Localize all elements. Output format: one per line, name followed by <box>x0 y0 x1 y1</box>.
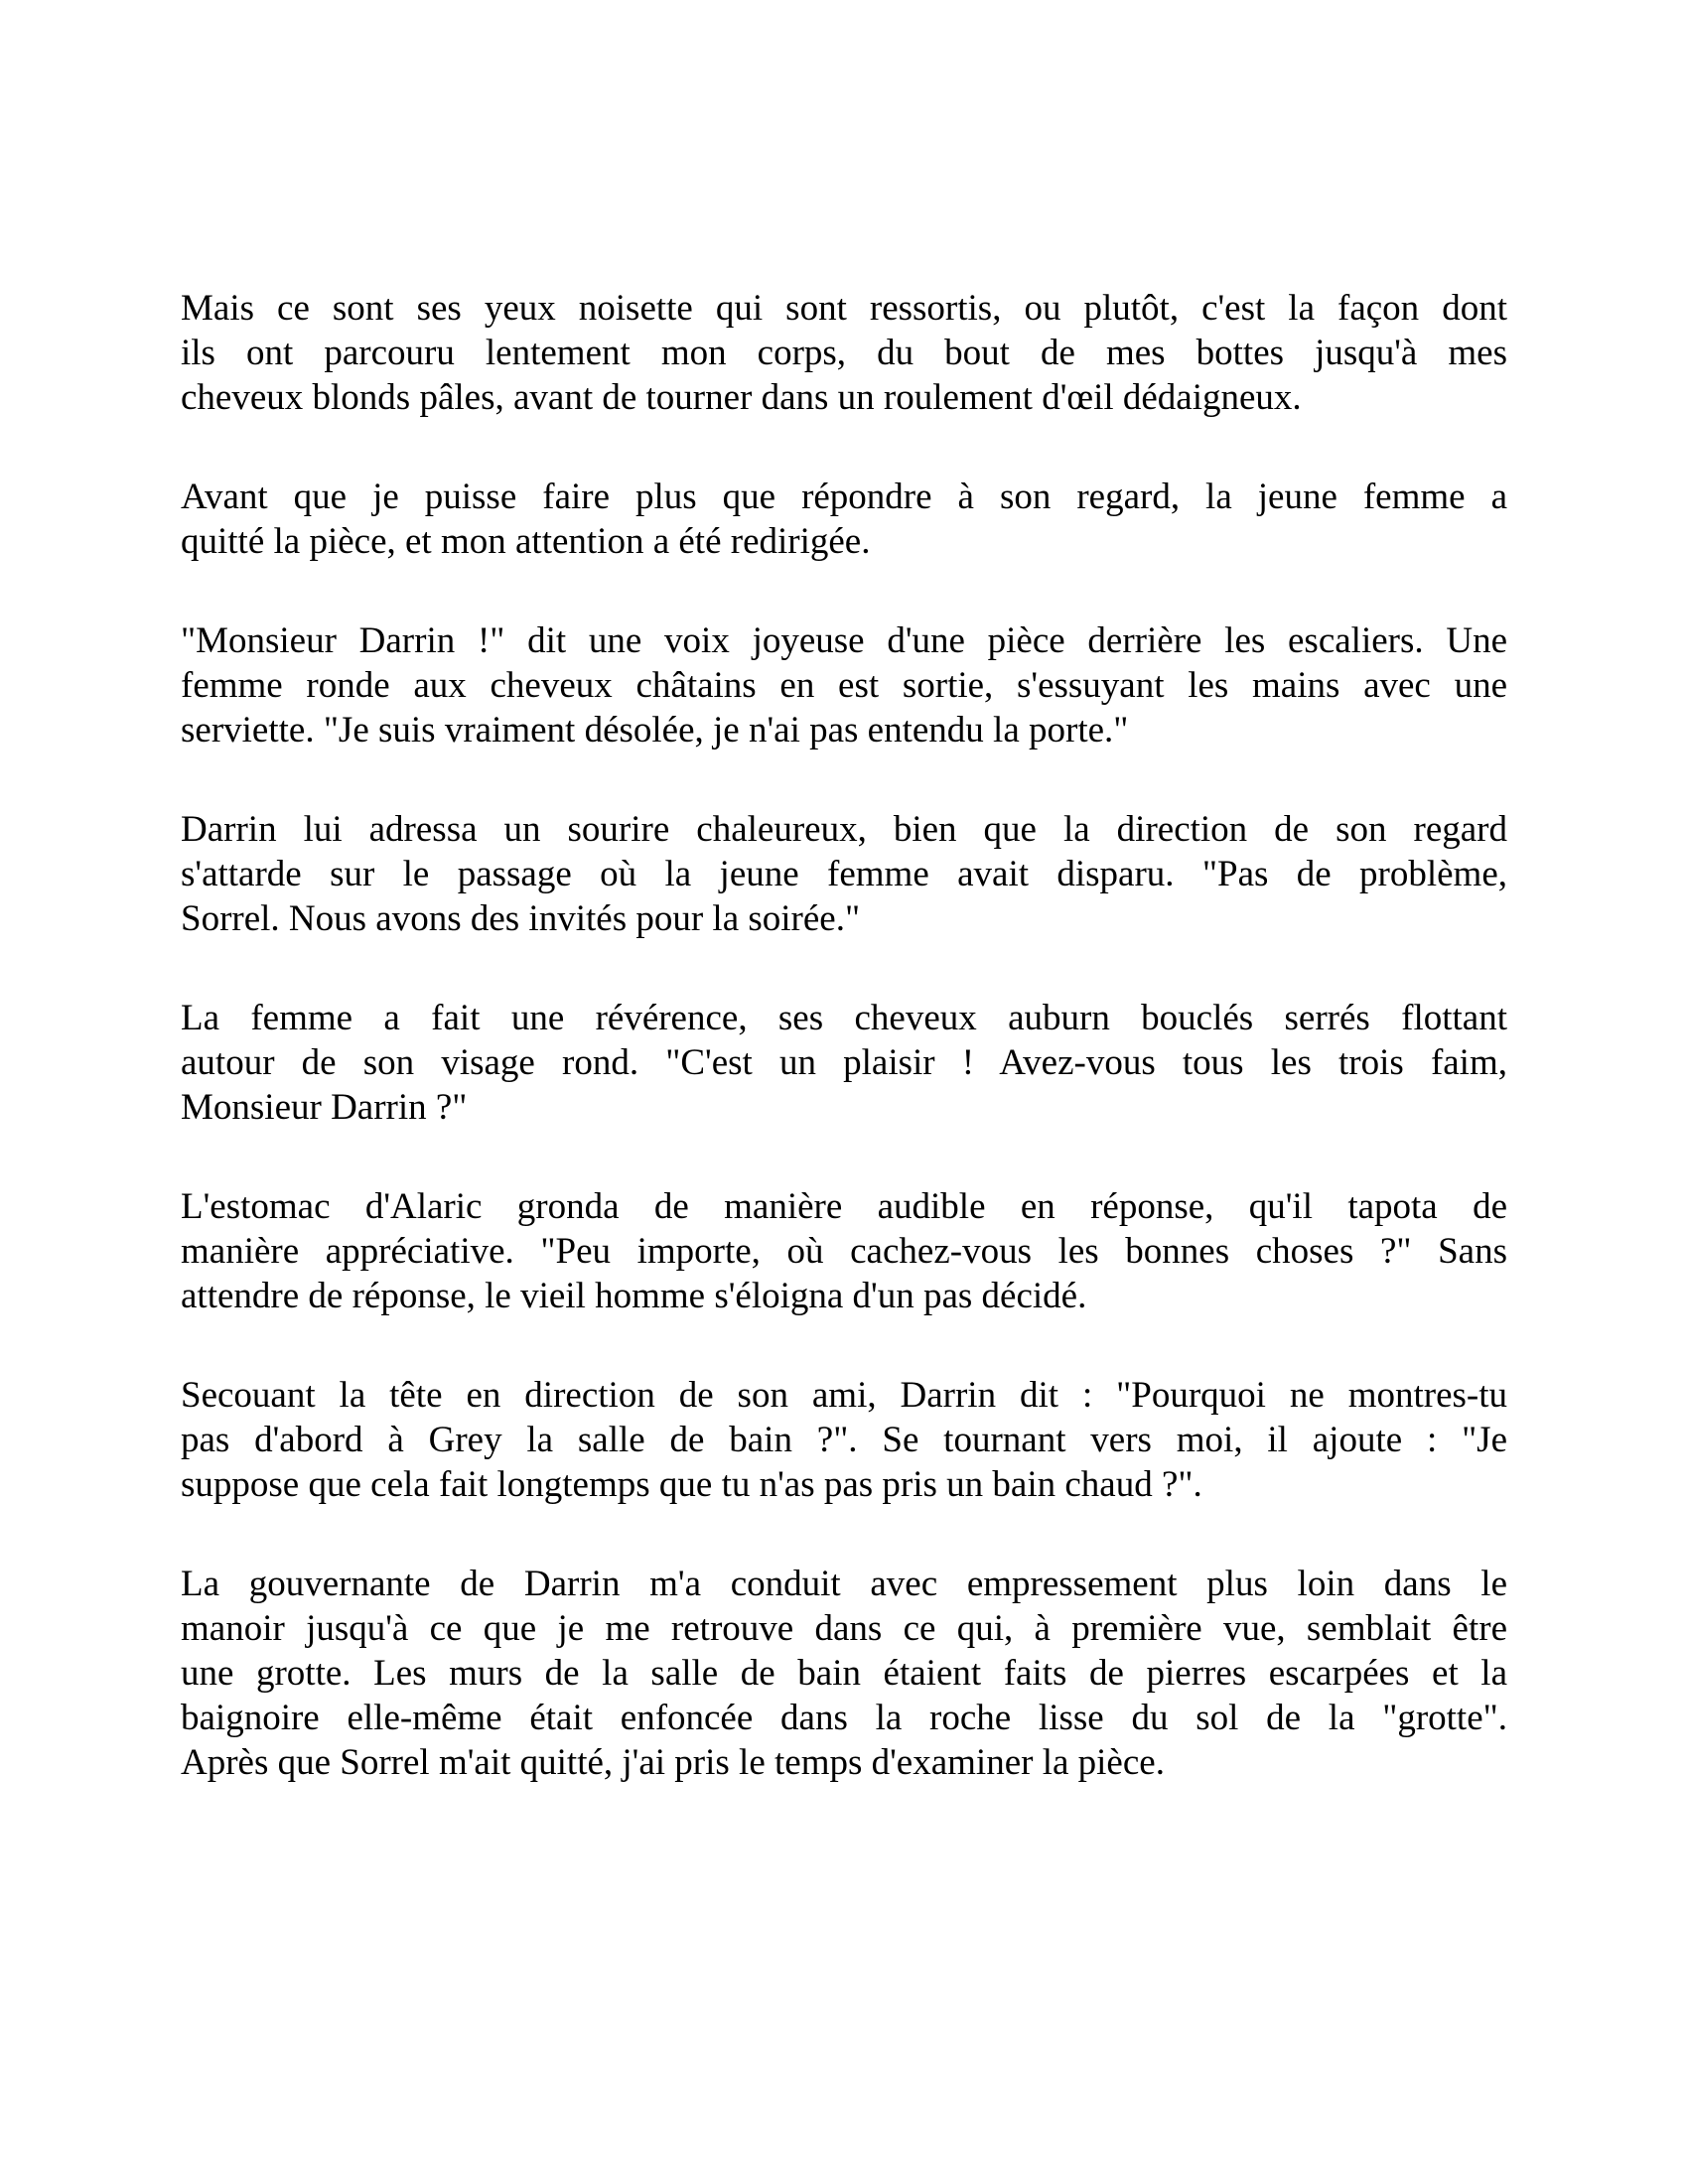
paragraph <box>181 475 1507 564</box>
text-line: pas d'abord à Grey la salle de bain ?". Se tournant vers moi, il ajoute : "Je <box>181 1420 1507 1460</box>
text-line: ils ont parcouru lentement mon corps, du bout de mes bottes jusqu'à mes <box>181 333 1507 373</box>
text-line: La gouvernante de Darrin m'a conduit avec empressement plus loin dans le <box>181 1564 1507 1604</box>
text-line: Monsieur Darrin ?" <box>181 1087 468 1128</box>
text-line: Avant que je puisse faire plus que répondre à son regard, la jeune femme a <box>181 477 1507 517</box>
text-line: femme ronde aux cheveux châtains en est sortie, s'essuyant les mains avec une <box>181 665 1507 706</box>
paragraph <box>181 286 1507 420</box>
paragraph <box>181 618 1507 752</box>
text-line: une grotte. Les murs de la salle de bain étaient faits de pierres escarpées et la <box>181 1653 1507 1694</box>
text-line: suppose que cela fait longtemps que tu n'as pas pris un bain chaud ?". <box>181 1464 1202 1505</box>
paragraph <box>181 1184 1507 1318</box>
paragraph <box>181 1562 1507 1785</box>
paragraph <box>181 807 1507 941</box>
text-line: serviette. "Je suis vraiment désolée, je n'ai pas entendu la porte." <box>181 710 1129 751</box>
document-text-body <box>181 286 1507 1785</box>
text-line: cheveux blonds pâles, avant de tourner dans un roulement d'œil dédaigneux. <box>181 377 1302 418</box>
paragraph <box>181 996 1507 1130</box>
text-line: s'attarde sur le passage où la jeune femme avait disparu. "Pas de problème, <box>181 854 1507 894</box>
text-line: autour de son visage rond. "C'est un plaisir ! Avez-vous tous les trois faim, <box>181 1042 1507 1083</box>
text-line: "Monsieur Darrin !" dit une voix joyeuse d'une pièce derrière les escaliers. Une <box>181 620 1507 661</box>
text-line: L'estomac d'Alaric gronda de manière audible en réponse, qu'il tapota de <box>181 1186 1507 1227</box>
text-line: Secouant la tête en direction de son ami, Darrin dit : "Pourquoi ne montres-tu <box>181 1375 1507 1416</box>
text-line: manière appréciative. "Peu importe, où cachez-vous les bonnes choses ?" Sans <box>181 1231 1507 1272</box>
text-line: Après que Sorrel m'ait quitté, j'ai pris le temps d'examiner la pièce. <box>181 1742 1165 1783</box>
text-line: baignoire elle-même était enfoncée dans la roche lisse du sol de la "grotte". <box>181 1698 1507 1738</box>
text-line: Darrin lui adressa un sourire chaleureux, bien que la direction de son regard <box>181 809 1507 850</box>
paragraph <box>181 1373 1507 1507</box>
text-line: manoir jusqu'à ce que je me retrouve dans ce qui, à première vue, semblait être <box>181 1608 1507 1649</box>
text-line: Mais ce sont ses yeux noisette qui sont ressortis, ou plutôt, c'est la façon dont <box>181 288 1507 329</box>
text-line: quitté la pièce, et mon attention a été redirigée. <box>181 521 871 562</box>
text-line: La femme a fait une révérence, ses cheveux auburn bouclés serrés flottant <box>181 998 1507 1038</box>
text-line: Sorrel. Nous avons des invités pour la soirée." <box>181 898 861 939</box>
text-line: attendre de réponse, le vieil homme s'éloigna d'un pas décidé. <box>181 1276 1087 1316</box>
